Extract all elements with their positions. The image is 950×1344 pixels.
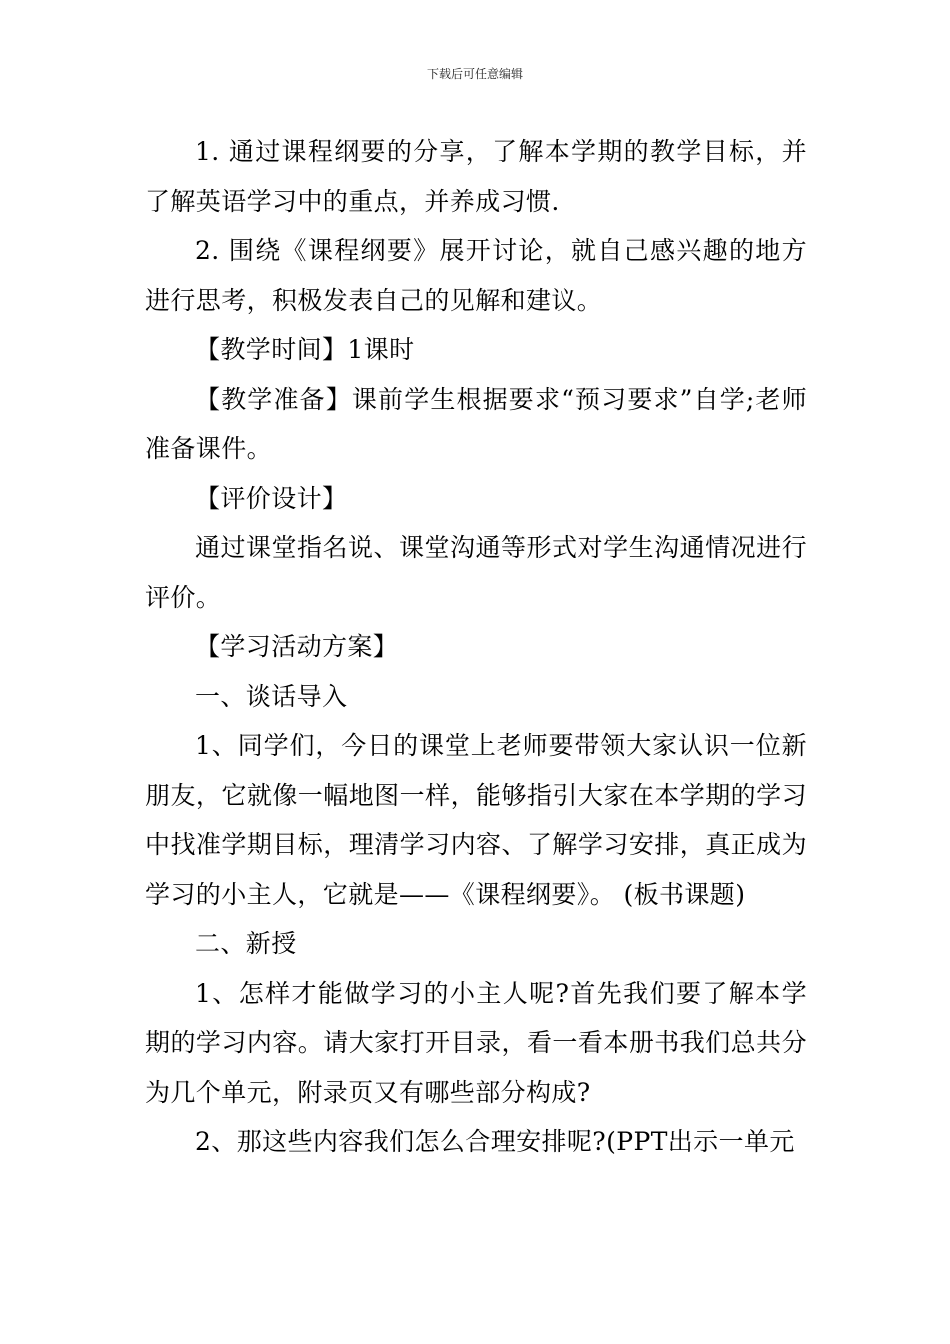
section-1-item-1-paragraph: 1、同学们，今日的课堂上老师要带领大家认识一位新朋友，它就像一幅地图一样，能够指引大家在本学期的学习中找准学期目标，理清学习内容、了解学习安排，真正成为学习的小主人，它就是——《课程纲要》。 (板书课题) — [145, 731, 807, 909]
section-1-heading: 一、谈话导入 — [195, 681, 348, 711]
section-2-item-2-paragraph: 2、那这些内容我们怎么合理安排呢?(PPT出示一单元 — [195, 1127, 795, 1156]
document-body — [145, 127, 807, 1167]
section-2-heading: 二、新授 — [195, 929, 297, 958]
section-2-item-1-paragraph: 1、怎样才能做学习的小主人呢?首先我们要了解本学期的学习内容。请大家打开目录，看一看本册书我们总共分为几个单元，附录页又有哪些部分构成? — [145, 978, 807, 1107]
page-header: 下载后可任意编辑 — [426, 67, 523, 81]
activity-plan-heading: 【学习活动方案】 — [195, 632, 399, 661]
teaching-preparation-paragraph: 【教学准备】课前学生根据要求“预习要求”自学;老师准备课件。 — [145, 384, 807, 463]
teaching-time-paragraph: 【教学时间】1课时 — [195, 335, 415, 364]
evaluation-design-paragraph: 通过课堂指名说、课堂沟通等形式对学生沟通情况进行评价。 — [145, 533, 807, 612]
evaluation-design-heading: 【评价设计】 — [195, 483, 348, 513]
objective-2-paragraph: 2. 围绕《课程纲要》展开讨论，就自己感兴趣的地方进行思考，积极发表自己的见解和建议。 — [145, 236, 807, 315]
objective-1-paragraph: 1. 通过课程纲要的分享，了解本学期的教学目标，并了解英语学习中的重点，并养成习惯. — [145, 137, 807, 216]
